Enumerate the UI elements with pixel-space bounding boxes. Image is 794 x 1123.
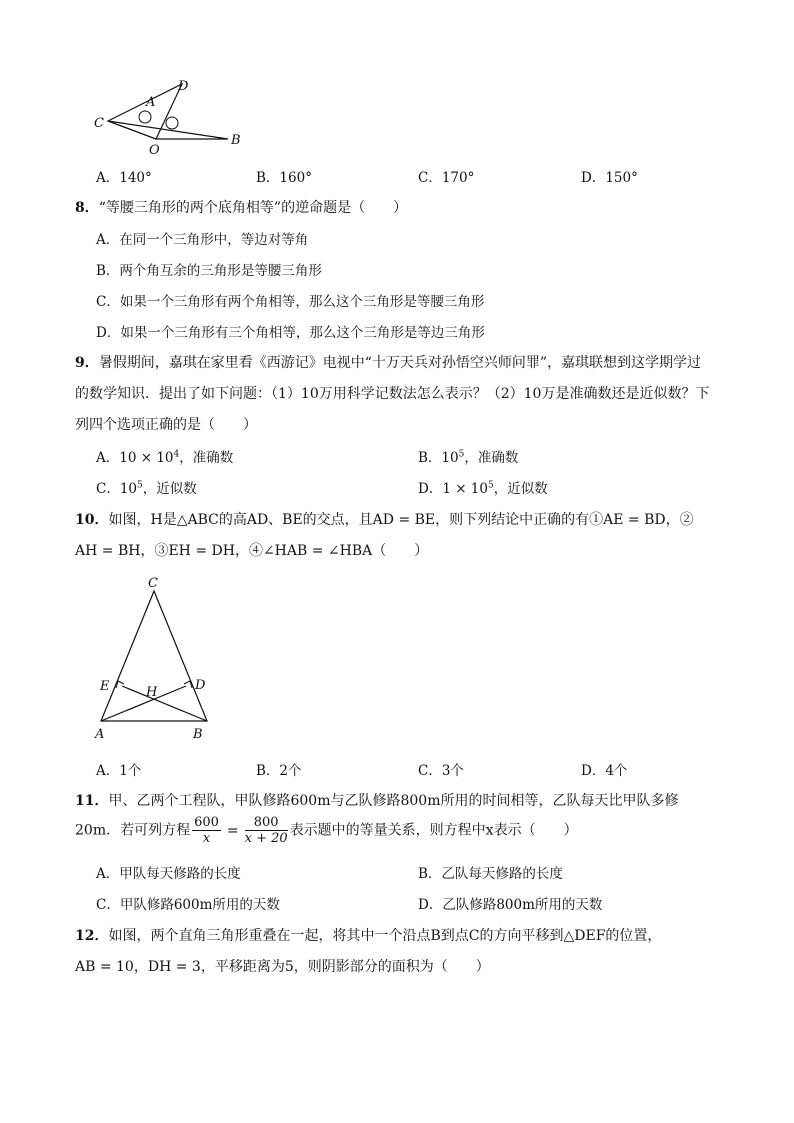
q9-option-d-exp: 5 <box>488 480 494 491</box>
q9-option-a[interactable] <box>96 446 233 466</box>
q10-option-c[interactable]: C．3个 <box>418 763 464 779</box>
q12-text-1: 如图，两个直角三角形重叠在一起，将其中一个沿点B到点C的方向平移到△DEF的位置， <box>108 928 662 944</box>
q9-number: 9． <box>75 355 99 371</box>
q10-option-d[interactable]: D．4个 <box>581 763 628 779</box>
q9-option-c-prefix: C． <box>96 481 120 497</box>
q11-option-c[interactable]: C．甲队修路600m所用的天数 <box>96 897 280 913</box>
q9-line-2: 的数学知识．提出了如下问题：（1）10万用科学记数法怎么表示？（2）10万是准确数还是近似数？下 <box>75 386 710 402</box>
q11-number: 11． <box>75 793 109 809</box>
q8-text: “等腰三角形的两个底角相等”的逆命题是（ ） <box>98 200 408 216</box>
q7-option-d[interactable]: D．150° <box>581 170 638 186</box>
q9-option-c-exp: 5 <box>137 480 143 491</box>
label-b: B <box>193 727 203 742</box>
label-d: D <box>178 79 189 94</box>
q8-option-d[interactable]: D．如果一个三角形有三个角相等，那么这个三角形是等边三角形 <box>96 325 485 341</box>
q10-text-1: 如图，H是△ABC的高AD、BE的交点，且AD = BE，则下列结论中正确的有①AE = BD，② <box>108 512 694 528</box>
q9-option-a-suffix: ，准确数 <box>179 450 234 466</box>
q9-option-d[interactable] <box>418 477 548 497</box>
fraction-2-numerator: 800 <box>245 815 288 831</box>
q10-option-a[interactable]: A．1个 <box>96 763 142 779</box>
q7-option-b[interactable]: B．160° <box>256 170 312 186</box>
q9-option-a-expr: 10 × 10 <box>119 450 174 466</box>
q9-option-b-expr: 10 <box>441 450 459 466</box>
q10-line-2: AH = BH，③EH = DH，④∠HAB = ∠HBA（ ） <box>75 543 429 559</box>
q7-option-c[interactable]: C．170° <box>418 170 475 186</box>
q9-option-c-expr: 10 <box>119 481 138 497</box>
q7-figure <box>88 75 248 160</box>
q11-line-1 <box>75 790 678 810</box>
label-c: C <box>94 116 104 131</box>
q12-line-1 <box>75 925 661 945</box>
label-e: E <box>100 679 110 694</box>
fraction-1-numerator: 600 <box>194 815 219 830</box>
triangle-abc <box>101 591 207 721</box>
q10-number: 10． <box>75 512 109 528</box>
q9-option-d-prefix: D． <box>418 481 443 497</box>
q9-option-b[interactable] <box>418 446 518 466</box>
fraction-1-denominator: x <box>202 831 211 846</box>
q12-number: 12． <box>75 928 109 944</box>
q9-option-a-exp: 4 <box>173 449 180 460</box>
q8-option-c[interactable]: C．如果一个三角形有两个角相等，那么这个三角形是等腰三角形 <box>96 294 485 310</box>
angle-mark-2 <box>166 117 178 129</box>
q11-text-2-post: 表示题中的等量关系，则方程中x表示（ ） <box>289 822 578 839</box>
label-d: D <box>195 678 206 693</box>
q8-option-b[interactable]: B．两个角互余的三角形是等腰三角形 <box>96 263 322 279</box>
q9-option-c-suffix: ，近似数 <box>142 481 197 497</box>
q9-option-a-prefix: A． <box>96 450 120 466</box>
q9-text-1: 暑假期间，嘉琪在家里看《西游记》电视中“十万天兵对孙悟空兴师问罪”，嘉琪联想到这学期学过 <box>98 355 702 371</box>
label-b: B <box>231 133 241 148</box>
q12-line-2: AB = 10，DH = 3，平移距离为5，则阴影部分的面积为（ ） <box>75 959 490 975</box>
fraction-600-over-x <box>192 815 221 846</box>
q7-option-a[interactable]: A．140° <box>96 170 152 186</box>
q9-option-b-prefix: B． <box>418 450 442 466</box>
triangle-cob <box>108 121 228 139</box>
label-h: H <box>146 685 158 700</box>
q9-option-b-exp: 5 <box>458 449 465 460</box>
angle-mark-1 <box>139 111 151 123</box>
q11-option-d[interactable]: D．乙队修路800m所用的天数 <box>418 897 603 913</box>
q10-line-1 <box>75 509 694 529</box>
fraction-800-over-x-plus-20 <box>245 815 288 846</box>
q9-option-d-suffix: ，近似数 <box>493 481 548 497</box>
q9-option-b-suffix: ，准确数 <box>464 450 519 466</box>
label-c: C <box>148 576 158 591</box>
q11-option-b[interactable]: B．乙队每天修路的长度 <box>418 866 563 882</box>
fraction-2-denominator: x + 20 <box>244 831 288 846</box>
q9-line-1 <box>75 352 701 372</box>
q11-text-2-pre: 20m．若可列方程 <box>75 822 191 839</box>
equals-sign: = <box>226 822 239 839</box>
q8-stem <box>75 197 407 217</box>
label-a: A <box>146 95 156 110</box>
q11-text-1: 甲、乙两个工程队，甲队修路600m与乙队修路800m所用的时间相等，乙队每天比甲队多修 <box>108 793 679 809</box>
label-o: O <box>149 143 160 158</box>
q8-number: 8． <box>75 200 99 216</box>
q10-option-b[interactable]: B．2个 <box>256 763 302 779</box>
q11-line-2 <box>75 815 578 846</box>
q9-option-d-expr: 1 × 10 <box>442 481 488 497</box>
q9-option-c[interactable] <box>96 477 197 497</box>
q11-option-a[interactable]: A．甲队每天修路的长度 <box>96 866 241 882</box>
q9-line-3: 列四个选项正确的是（ ） <box>75 417 257 433</box>
q8-option-a[interactable]: A．在同一个三角形中，等边对等角 <box>96 232 309 248</box>
q10-figure <box>88 572 223 744</box>
label-a: A <box>95 727 105 742</box>
